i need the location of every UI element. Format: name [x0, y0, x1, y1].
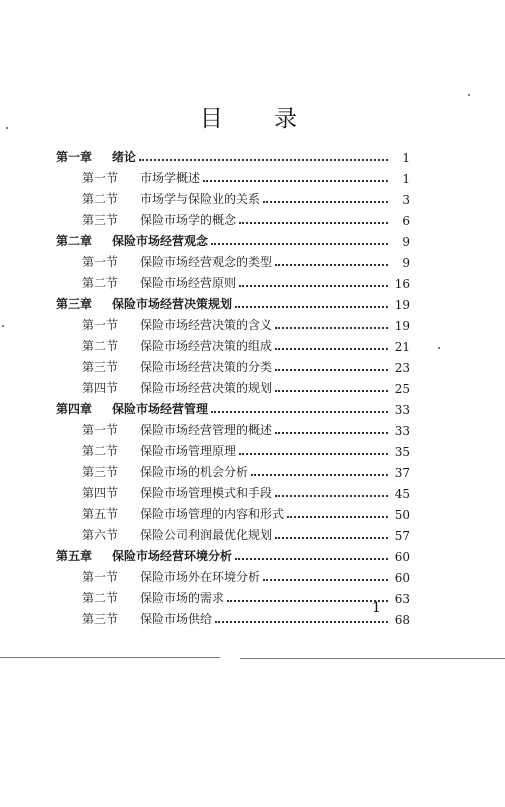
toc-section-row	[56, 312, 410, 333]
section-number: 第六节	[82, 528, 119, 542]
dot-leader	[275, 348, 388, 350]
dot-leader	[275, 369, 388, 371]
toc-section-row	[56, 165, 410, 186]
toc-page-number: 37	[394, 466, 410, 480]
dot-leader	[139, 159, 388, 161]
chapter-title: 保险市场经营管理	[112, 402, 209, 416]
dot-leader	[227, 600, 388, 602]
section-title: 保险市场经营决策的含义	[140, 318, 273, 332]
table-of-contents	[56, 144, 410, 627]
section-number: 第二节	[82, 192, 119, 206]
dot-leader	[251, 474, 388, 476]
toc-page-number: 9	[402, 256, 410, 270]
section-title: 市场学与保险业的关系	[140, 192, 261, 206]
section-number: 第一节	[82, 570, 119, 584]
section-title: 保险市场的机会分析	[140, 465, 249, 479]
section-number: 第二节	[82, 444, 119, 458]
section-number: 第一节	[82, 171, 119, 185]
toc-section-row	[56, 417, 410, 438]
section-title: 保险市场外在环境分析	[140, 570, 261, 584]
scan-speck	[6, 127, 8, 129]
toc-chapter-row	[56, 228, 410, 249]
toc-page-number: 25	[394, 382, 410, 396]
section-title: 保险市场经营决策的组成	[140, 339, 273, 353]
toc-page-number: 6	[402, 214, 410, 228]
dot-leader	[239, 453, 388, 455]
section-number: 第三节	[82, 612, 119, 626]
dot-leader	[263, 579, 388, 581]
toc-section-row	[56, 270, 410, 291]
section-number: 第二节	[82, 339, 119, 353]
toc-page-number: 33	[394, 424, 410, 438]
section-number: 第二节	[82, 276, 119, 290]
dot-leader	[275, 432, 388, 434]
chapter-title: 绪论	[112, 150, 137, 164]
section-number: 第四节	[82, 381, 119, 395]
chapter-title: 保险市场经营观念	[112, 234, 209, 248]
section-title: 保险公司利润最优化规划	[140, 528, 273, 542]
toc-page-number: 50	[394, 508, 410, 522]
section-title: 保险市场经营管理的概述	[140, 423, 273, 437]
toc-chapter-row	[56, 144, 410, 165]
scan-speck	[2, 325, 4, 327]
dot-leader	[275, 327, 388, 329]
chapter-number: 第一章	[56, 150, 93, 164]
toc-section-row	[56, 606, 410, 627]
toc-section-row	[56, 585, 410, 606]
dot-leader	[275, 390, 388, 392]
chapter-number: 第三章	[56, 297, 93, 311]
dot-leader	[275, 537, 388, 539]
section-number: 第一节	[82, 255, 119, 269]
toc-page-number: 68	[394, 613, 410, 627]
dot-leader	[235, 306, 388, 308]
section-title: 保险市场经营决策的规划	[140, 381, 273, 395]
chapter-title: 保险市场经营环境分析	[112, 549, 233, 563]
dot-leader	[287, 516, 388, 518]
toc-section-row	[56, 501, 410, 522]
chapter-number: 第五章	[56, 549, 93, 563]
toc-page-number: 33	[394, 403, 410, 417]
toc-chapter-row	[56, 291, 410, 312]
toc-section-row	[56, 207, 410, 228]
section-title: 保险市场经营观念的类型	[140, 255, 273, 269]
section-number: 第一节	[82, 423, 119, 437]
section-title: 保险市场的需求	[140, 591, 225, 605]
toc-section-row	[56, 333, 410, 354]
dot-leader	[275, 495, 388, 497]
dot-leader	[211, 243, 388, 245]
toc-page-number: 57	[394, 529, 410, 543]
section-number: 第三节	[82, 213, 119, 227]
section-number: 第三节	[82, 465, 119, 479]
section-title: 保险市场供给	[140, 612, 213, 626]
toc-page-number: 60	[394, 550, 410, 564]
dot-leader	[239, 285, 388, 287]
dot-leader	[211, 411, 388, 413]
toc-page-number: 19	[394, 319, 410, 333]
toc-page-number: 23	[394, 361, 410, 375]
section-title: 保险市场管理原理	[140, 444, 237, 458]
toc-page-number: 19	[394, 298, 410, 312]
toc-section-row	[56, 354, 410, 375]
toc-chapter-row	[56, 396, 410, 417]
chapter-number: 第四章	[56, 402, 93, 416]
toc-page-number: 1	[402, 151, 410, 165]
section-number: 第一节	[82, 318, 119, 332]
toc-page-number: 16	[394, 277, 410, 291]
section-number: 第四节	[82, 486, 119, 500]
scan-line	[0, 657, 220, 658]
section-number: 第二节	[82, 591, 119, 605]
dot-leader	[215, 621, 388, 623]
toc-section-row	[56, 249, 410, 270]
toc-page-number: 1	[402, 172, 410, 186]
toc-section-row	[56, 375, 410, 396]
section-number: 第五节	[82, 507, 119, 521]
chapter-title: 保险市场经营决策规划	[112, 297, 233, 311]
toc-chapter-row	[56, 543, 410, 564]
scan-speck	[438, 347, 440, 349]
toc-section-row	[56, 459, 410, 480]
section-title: 保险市场管理模式和手段	[140, 486, 273, 500]
toc-page-number: 3	[402, 193, 410, 207]
dot-leader	[263, 201, 388, 203]
toc-section-row	[56, 438, 410, 459]
section-number: 第三节	[82, 360, 119, 374]
chapter-number: 第二章	[56, 234, 93, 248]
toc-section-row	[56, 564, 410, 585]
toc-page-number: 21	[394, 340, 410, 354]
dot-leader	[275, 264, 388, 266]
dot-leader	[235, 558, 388, 560]
section-title: 保险市场经营原则	[140, 276, 237, 290]
section-title: 市场学概述	[140, 171, 201, 185]
section-title: 保险市场管理的内容和形式	[140, 507, 285, 521]
section-title: 保险市场经营决策的分类	[140, 360, 273, 374]
toc-section-row	[56, 480, 410, 501]
scan-speck	[468, 94, 470, 96]
section-title: 保险市场学的概念	[140, 213, 237, 227]
toc-section-row	[56, 186, 410, 207]
toc-page-number: 9	[402, 235, 410, 249]
toc-page-number: 35	[394, 445, 410, 459]
page-number: 1	[372, 600, 381, 616]
toc-section-row	[56, 522, 410, 543]
page-title: 目 录	[199, 106, 320, 132]
toc-page-number: 60	[394, 571, 410, 585]
toc-page-number: 45	[394, 487, 410, 501]
toc-page-number: 63	[394, 592, 410, 606]
dot-leader	[203, 180, 388, 182]
scan-line	[240, 658, 505, 659]
dot-leader	[239, 222, 388, 224]
